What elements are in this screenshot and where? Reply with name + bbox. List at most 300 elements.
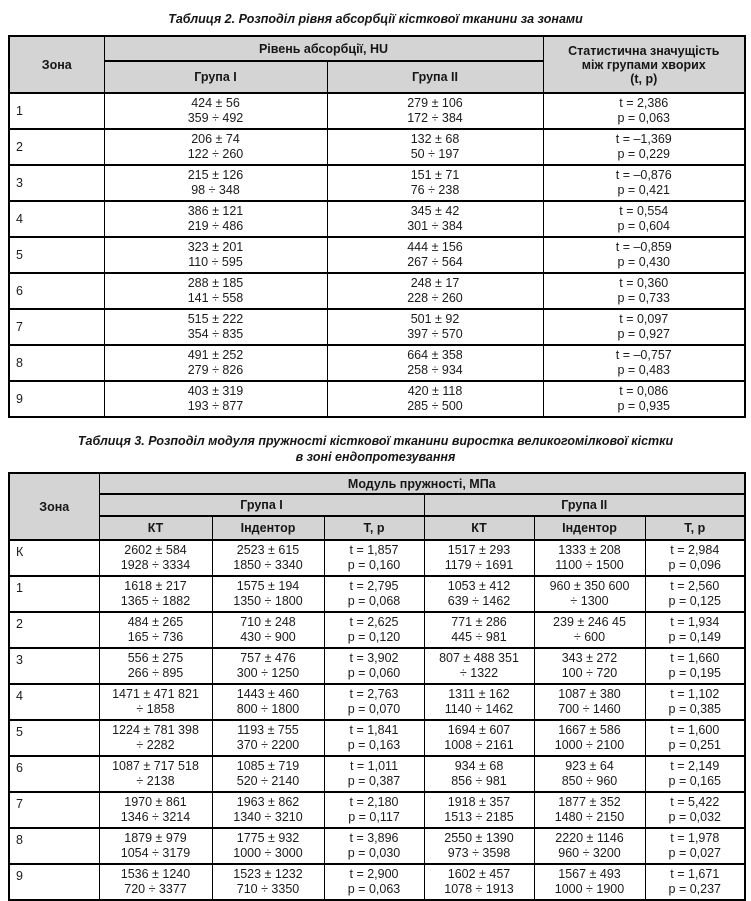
- value-line: ÷ 1300: [570, 594, 609, 608]
- zone-cell: 3: [9, 165, 104, 201]
- value-line: 141 ÷ 558: [187, 291, 244, 305]
- value-cell-ind2: [534, 612, 645, 648]
- value-line: 1346 ÷ 3214: [120, 810, 191, 824]
- value-cell-ct1: [99, 576, 212, 612]
- value-cell-tp1: [324, 576, 424, 612]
- value-line: t = 2,984: [670, 543, 720, 557]
- value-line: 1575 ± 194: [236, 579, 300, 593]
- table3-caption-line: в зоні ендопротезування: [295, 450, 456, 464]
- value-line: ÷ 600: [573, 630, 606, 644]
- value-cell-ind1: [212, 756, 324, 792]
- value-line: 1087 ± 380: [558, 687, 621, 701]
- value-cell-tp1: [324, 648, 424, 684]
- value-cell-ind2: [534, 720, 645, 756]
- value-cell-tp2: [645, 828, 745, 864]
- value-cell-ct2: [424, 828, 534, 864]
- value-line: p = 0,237: [668, 882, 722, 896]
- value-line: 1443 ± 460: [236, 687, 300, 701]
- value-line: 301 ÷ 384: [407, 219, 463, 233]
- value-line: 515 ± 222: [187, 312, 244, 326]
- table3-header-indentor-1: Індентор: [212, 516, 324, 540]
- value-line: 228 ÷ 260: [407, 291, 463, 305]
- value-line: t = 3,896: [349, 831, 399, 845]
- value-cell-tp1: [324, 756, 424, 792]
- value-line: p = 0,060: [347, 666, 401, 680]
- value-line: t = 1,841: [349, 723, 399, 737]
- value-line: 1053 ± 412: [447, 579, 511, 593]
- value-cell-ct2: [424, 612, 534, 648]
- value-line: 1000 ÷ 1900: [554, 882, 625, 896]
- value-line: t = 1,978: [670, 831, 720, 845]
- value-cell-ind1: [212, 792, 324, 828]
- value-cell-ct1: [99, 612, 212, 648]
- value-line: t = 3,902: [349, 651, 399, 665]
- value-cell-ind1: [212, 828, 324, 864]
- value-line: 934 ± 68: [454, 759, 504, 773]
- value-line: t = 2,763: [349, 687, 399, 701]
- value-cell-tp1: [324, 828, 424, 864]
- value-cell-ind2: [534, 576, 645, 612]
- value-cell-ind2: [534, 540, 645, 576]
- value-line: 386 ± 121: [187, 204, 244, 218]
- value-line: 1480 ÷ 2150: [554, 810, 625, 824]
- zone-cell: 6: [9, 273, 104, 309]
- value-line: 757 ± 476: [240, 651, 296, 665]
- value-line: 288 ± 185: [187, 276, 244, 290]
- zone-cell: 1: [9, 576, 99, 612]
- value-line: 122 ÷ 260: [187, 147, 244, 161]
- table2-header-row-1: [9, 36, 745, 61]
- value-line: 266 ÷ 895: [127, 666, 184, 680]
- value-line: 370 ÷ 2200: [236, 738, 300, 752]
- value-cell-ct2: [424, 648, 534, 684]
- value-line: 710 ± 248: [240, 615, 296, 629]
- value-cell-group2: [327, 309, 543, 345]
- table-row: [9, 540, 745, 576]
- value-line: 1340 ÷ 3210: [233, 810, 303, 824]
- value-line: p = 0,096: [668, 558, 722, 572]
- value-line: p = 0,195: [668, 666, 722, 680]
- value-cell-stat: [543, 345, 745, 381]
- value-cell-ct1: [99, 720, 212, 756]
- table-row: [9, 576, 745, 612]
- value-line: t = 1,102: [670, 687, 720, 701]
- table2-header-level: Рівень абсорбції, HU: [104, 36, 543, 61]
- value-line: p = 0,125: [668, 594, 722, 608]
- value-line: 1879 ± 979: [124, 831, 187, 845]
- value-line: 2602 ± 584: [124, 543, 187, 557]
- value-line: p = 0,160: [347, 558, 401, 572]
- value-line: t = 1,934: [670, 615, 720, 629]
- value-line: 424 ± 56: [191, 96, 240, 110]
- value-line: t = 1,011: [349, 759, 399, 773]
- value-line: 491 ± 252: [187, 348, 244, 362]
- value-cell-ind1: [212, 540, 324, 576]
- table-row: [9, 93, 745, 129]
- value-line: 1850 ÷ 3340: [233, 558, 303, 572]
- value-line: 1536 ± 1240: [120, 867, 191, 881]
- value-line: 354 ÷ 835: [187, 327, 244, 341]
- value-line: 76 ÷ 238: [410, 183, 460, 197]
- zone-cell: 2: [9, 129, 104, 165]
- value-line: p = 0,421: [617, 183, 670, 197]
- value-cell-tp2: [645, 648, 745, 684]
- table-row: [9, 129, 745, 165]
- value-line: 1140 ÷ 1462: [444, 702, 514, 716]
- value-line: 700 ÷ 1460: [558, 702, 621, 716]
- value-line: 1471 ± 471 821: [112, 687, 199, 701]
- value-cell-ct2: [424, 864, 534, 900]
- value-line: 1667 ± 586: [558, 723, 621, 737]
- zone-cell: К: [9, 540, 99, 576]
- value-cell-stat: [543, 201, 745, 237]
- value-line: 850 ÷ 960: [561, 774, 618, 788]
- table3-header-tp-1: Т, р: [324, 516, 424, 540]
- value-cell-group1: [104, 237, 327, 273]
- value-line: p = 0,385: [668, 702, 722, 716]
- value-line: p = 0,483: [617, 363, 670, 377]
- value-line: t = –0,859: [615, 240, 672, 254]
- value-cell-tp2: [645, 612, 745, 648]
- zone-cell: 7: [9, 792, 99, 828]
- value-line: 1085 ± 719: [236, 759, 300, 773]
- value-line: 1078 ÷ 1913: [444, 882, 514, 896]
- value-cell-ind1: [212, 648, 324, 684]
- table-row: [9, 165, 745, 201]
- value-cell-ind2: [534, 864, 645, 900]
- value-line: 110 ÷ 595: [188, 255, 243, 269]
- value-line: p = 0,935: [617, 399, 670, 413]
- value-line: 1694 ± 607: [447, 723, 511, 737]
- value-line: 285 ÷ 500: [407, 399, 463, 413]
- table3-header-row-1: [9, 473, 745, 494]
- value-line: t = 0,360: [619, 276, 669, 290]
- value-line: t = 0,086: [619, 384, 669, 398]
- value-line: 445 ÷ 981: [451, 630, 507, 644]
- value-line: 2220 ± 1146: [555, 831, 624, 845]
- value-line: p = 0,163: [347, 738, 401, 752]
- value-cell-tp1: [324, 684, 424, 720]
- value-line: 484 ± 265: [127, 615, 184, 629]
- table-row: [9, 345, 745, 381]
- value-line: 239 ± 246 45: [553, 615, 626, 629]
- value-line: 1928 ÷ 3334: [120, 558, 191, 572]
- value-line: 132 ± 68: [410, 132, 460, 146]
- value-line: t = 2,149: [670, 759, 720, 773]
- value-line: 151 ± 71: [410, 168, 460, 182]
- value-cell-ct2: [424, 792, 534, 828]
- table3-header-row-3: [9, 516, 745, 540]
- value-line: 1365 ÷ 1882: [120, 594, 191, 608]
- value-line: p = 0,117: [348, 810, 400, 824]
- value-cell-ct1: [99, 864, 212, 900]
- value-cell-stat: [543, 129, 745, 165]
- value-line: 219 ÷ 486: [187, 219, 244, 233]
- table3-caption-line: Таблиця 3. Розподіл модуля пружності кісткової тканини виростка великогомілкової кістки: [77, 434, 674, 448]
- zone-cell: 4: [9, 201, 104, 237]
- value-line: p = 0,251: [668, 738, 722, 752]
- value-cell-ct2: [424, 756, 534, 792]
- value-cell-group2: [327, 129, 543, 165]
- table-row: [9, 756, 745, 792]
- value-line: 1350 ÷ 1800: [233, 594, 303, 608]
- value-line: 520 ÷ 2140: [236, 774, 300, 788]
- value-line: 1087 ± 717 518: [112, 759, 199, 773]
- value-cell-group1: [104, 165, 327, 201]
- value-line: 50 ÷ 197: [410, 147, 460, 161]
- value-line: ÷ 1322: [459, 666, 499, 680]
- value-cell-tp2: [645, 792, 745, 828]
- value-line: 800 ÷ 1800: [236, 702, 300, 716]
- value-cell-group2: [327, 345, 543, 381]
- value-cell-ind1: [212, 720, 324, 756]
- value-cell-group1: [104, 381, 327, 417]
- table3-header-ct-2: КТ: [424, 516, 534, 540]
- value-cell-ind1: [212, 684, 324, 720]
- value-line: 397 ÷ 570: [407, 327, 463, 341]
- value-line: p = 0,229: [617, 147, 670, 161]
- value-line: 1918 ± 357: [447, 795, 511, 809]
- value-cell-group2: [327, 201, 543, 237]
- value-line: p = 0,165: [668, 774, 722, 788]
- value-line: 345 ± 42: [410, 204, 460, 218]
- zone-cell: 2: [9, 612, 99, 648]
- value-line: 193 ÷ 877: [187, 399, 244, 413]
- table-row: [9, 684, 745, 720]
- table3-header-row-2: [9, 494, 745, 516]
- value-cell-ind2: [534, 684, 645, 720]
- value-line: t = 2,795: [349, 579, 399, 593]
- value-line: 430 ÷ 900: [240, 630, 296, 644]
- value-cell-ind2: [534, 756, 645, 792]
- value-line: p = 0,063: [347, 882, 401, 896]
- value-cell-ct1: [99, 648, 212, 684]
- value-line: 206 ± 74: [191, 132, 240, 146]
- value-cell-ind1: [212, 612, 324, 648]
- table-row: [9, 309, 745, 345]
- zone-cell: 5: [9, 720, 99, 756]
- value-cell-stat: [543, 93, 745, 129]
- value-line: t = 1,660: [670, 651, 720, 665]
- value-line: 1193 ± 755: [237, 723, 299, 737]
- table-row: [9, 720, 745, 756]
- table3-header-ct-1: КТ: [99, 516, 212, 540]
- value-line: t = 2,560: [670, 579, 720, 593]
- value-line: 258 ÷ 934: [407, 363, 463, 377]
- table3-header-tp-2: Т, р: [645, 516, 745, 540]
- table-row: [9, 828, 745, 864]
- table3-header-indentor-2: Індентор: [534, 516, 645, 540]
- value-line: 420 ± 118: [407, 384, 463, 398]
- value-line: 2550 ± 1390: [444, 831, 514, 845]
- table2-header-zone: Зона: [9, 36, 104, 93]
- elasticity-table: [8, 472, 746, 901]
- value-cell-tp1: [324, 540, 424, 576]
- zone-cell: 1: [9, 93, 104, 129]
- table3-caption: [0, 418, 751, 472]
- zone-cell: 9: [9, 864, 99, 900]
- value-line: 710 ÷ 3350: [236, 882, 300, 896]
- value-line: 1775 ± 932: [236, 831, 300, 845]
- value-line: 960 ÷ 3200: [558, 846, 621, 860]
- value-cell-ct1: [99, 540, 212, 576]
- value-cell-tp2: [645, 864, 745, 900]
- zone-cell: 3: [9, 648, 99, 684]
- value-cell-ct1: [99, 756, 212, 792]
- table-row: [9, 237, 745, 273]
- value-line: p = 0,032: [668, 810, 722, 824]
- table-row: [9, 381, 745, 417]
- zone-cell: 8: [9, 345, 104, 381]
- value-line: t = 2,900: [349, 867, 399, 881]
- value-line: 1877 ± 352: [558, 795, 621, 809]
- zone-cell: 7: [9, 309, 104, 345]
- value-line: 1054 ÷ 3179: [120, 846, 191, 860]
- value-line: 1567 ± 493: [558, 867, 621, 881]
- table-row: [9, 792, 745, 828]
- value-line: p = 0,149: [668, 630, 722, 644]
- value-line: t = 2,180: [349, 795, 399, 809]
- value-cell-stat: [543, 237, 745, 273]
- value-cell-tp1: [324, 720, 424, 756]
- table-row: [9, 273, 745, 309]
- value-cell-group2: [327, 165, 543, 201]
- value-line: 343 ± 272: [561, 651, 618, 665]
- value-line: t = –0,757: [615, 348, 672, 362]
- value-line: p = 0,030: [347, 846, 401, 860]
- zone-cell: 8: [9, 828, 99, 864]
- table2-header-stats-line: Статистична значущість: [568, 43, 720, 58]
- value-line: t = 1,671: [670, 867, 720, 881]
- value-cell-tp2: [645, 576, 745, 612]
- absorption-table: [8, 35, 746, 418]
- value-line: 403 ± 319: [187, 384, 244, 398]
- value-cell-tp2: [645, 720, 745, 756]
- value-cell-tp2: [645, 540, 745, 576]
- value-line: 279 ± 106: [407, 96, 463, 110]
- value-line: ÷ 2282: [136, 738, 175, 752]
- value-line: 1523 ± 1232: [233, 867, 303, 881]
- value-line: p = 0,604: [617, 219, 670, 233]
- value-line: 664 ± 358: [407, 348, 463, 362]
- value-cell-group1: [104, 309, 327, 345]
- value-line: ÷ 1858: [136, 702, 175, 716]
- value-line: 1513 ÷ 2185: [444, 810, 514, 824]
- value-line: 279 ÷ 826: [187, 363, 244, 377]
- value-line: p = 0,070: [347, 702, 401, 716]
- value-cell-group1: [104, 273, 327, 309]
- value-line: 856 ÷ 981: [451, 774, 507, 788]
- value-line: 1311 ± 162: [448, 687, 510, 701]
- value-cell-group2: [327, 93, 543, 129]
- value-line: p = 0,387: [347, 774, 401, 788]
- value-line: 444 ± 156: [407, 240, 463, 254]
- value-line: 300 ÷ 1250: [236, 666, 300, 680]
- value-line: 359 ÷ 492: [187, 111, 244, 125]
- value-line: p = 0,733: [617, 291, 670, 305]
- value-cell-tp2: [645, 756, 745, 792]
- value-line: 771 ± 286: [451, 615, 507, 629]
- table3-header-zone: Зона: [9, 473, 99, 540]
- value-cell-stat: [543, 381, 745, 417]
- value-line: 1970 ± 861: [124, 795, 187, 809]
- table-row: [9, 201, 745, 237]
- value-line: 215 ± 126: [187, 168, 244, 182]
- value-cell-stat: [543, 273, 745, 309]
- value-line: 1000 ÷ 3000: [233, 846, 303, 860]
- value-line: t = 1,600: [670, 723, 720, 737]
- value-line: t = 0,097: [619, 312, 669, 326]
- value-line: 923 ± 64: [565, 759, 614, 773]
- table2-header-group2: Група II: [327, 61, 543, 93]
- table2-header-stats-line: між групами хворих: [581, 57, 706, 72]
- value-line: 1963 ± 862: [236, 795, 300, 809]
- value-line: 1602 ± 457: [447, 867, 511, 881]
- value-cell-tp2: [645, 684, 745, 720]
- table3-header-group1: Група I: [99, 494, 424, 516]
- value-line: 501 ± 92: [410, 312, 460, 326]
- table3-header-group2: Група II: [424, 494, 745, 516]
- value-line: 1224 ± 781 398: [112, 723, 199, 737]
- zone-cell: 9: [9, 381, 104, 417]
- value-cell-group1: [104, 129, 327, 165]
- value-cell-tp1: [324, 864, 424, 900]
- value-line: 1517 ± 293: [447, 543, 511, 557]
- value-line: t = –1,369: [615, 132, 672, 146]
- value-cell-ind1: [212, 576, 324, 612]
- value-line: p = 0,927: [617, 327, 670, 341]
- value-line: 1100 ÷ 1500: [555, 558, 624, 572]
- value-cell-ind2: [534, 792, 645, 828]
- table2-header-group1: Група I: [104, 61, 327, 93]
- value-cell-ct2: [424, 576, 534, 612]
- value-cell-group1: [104, 93, 327, 129]
- value-line: 267 ÷ 564: [407, 255, 463, 269]
- value-line: 248 ± 17: [410, 276, 460, 290]
- value-cell-group2: [327, 237, 543, 273]
- value-line: p = 0,063: [617, 111, 670, 125]
- value-cell-ct1: [99, 828, 212, 864]
- value-cell-ct1: [99, 792, 212, 828]
- table2-header-stats-line: (t, p): [630, 71, 658, 86]
- value-line: 100 ÷ 720: [561, 666, 618, 680]
- value-cell-ind1: [212, 864, 324, 900]
- value-line: 720 ÷ 3377: [124, 882, 187, 896]
- value-line: 323 ± 201: [187, 240, 244, 254]
- value-line: t = 0,554: [619, 204, 669, 218]
- value-line: p = 0,430: [617, 255, 670, 269]
- value-cell-ct2: [424, 684, 534, 720]
- value-line: p = 0,120: [347, 630, 401, 644]
- value-line: 98 ÷ 348: [191, 183, 240, 197]
- value-cell-stat: [543, 165, 745, 201]
- table2-caption: Таблиця 2. Розподіл рівня абсорбції кісткової тканини за зонами: [168, 12, 583, 26]
- value-line: 1618 ± 217: [124, 579, 187, 593]
- value-line: 639 ÷ 1462: [447, 594, 511, 608]
- value-cell-group2: [327, 381, 543, 417]
- value-line: 1179 ÷ 1691: [444, 558, 514, 572]
- value-cell-tp1: [324, 612, 424, 648]
- table-row: [9, 612, 745, 648]
- value-cell-ind2: [534, 828, 645, 864]
- value-line: 807 ± 488 351: [439, 651, 519, 665]
- value-line: 2523 ± 615: [236, 543, 300, 557]
- value-cell-ct1: [99, 684, 212, 720]
- value-line: 1333 ± 208: [558, 543, 621, 557]
- table-row: [9, 648, 745, 684]
- value-line: t = 2,625: [349, 615, 399, 629]
- zone-cell: 6: [9, 756, 99, 792]
